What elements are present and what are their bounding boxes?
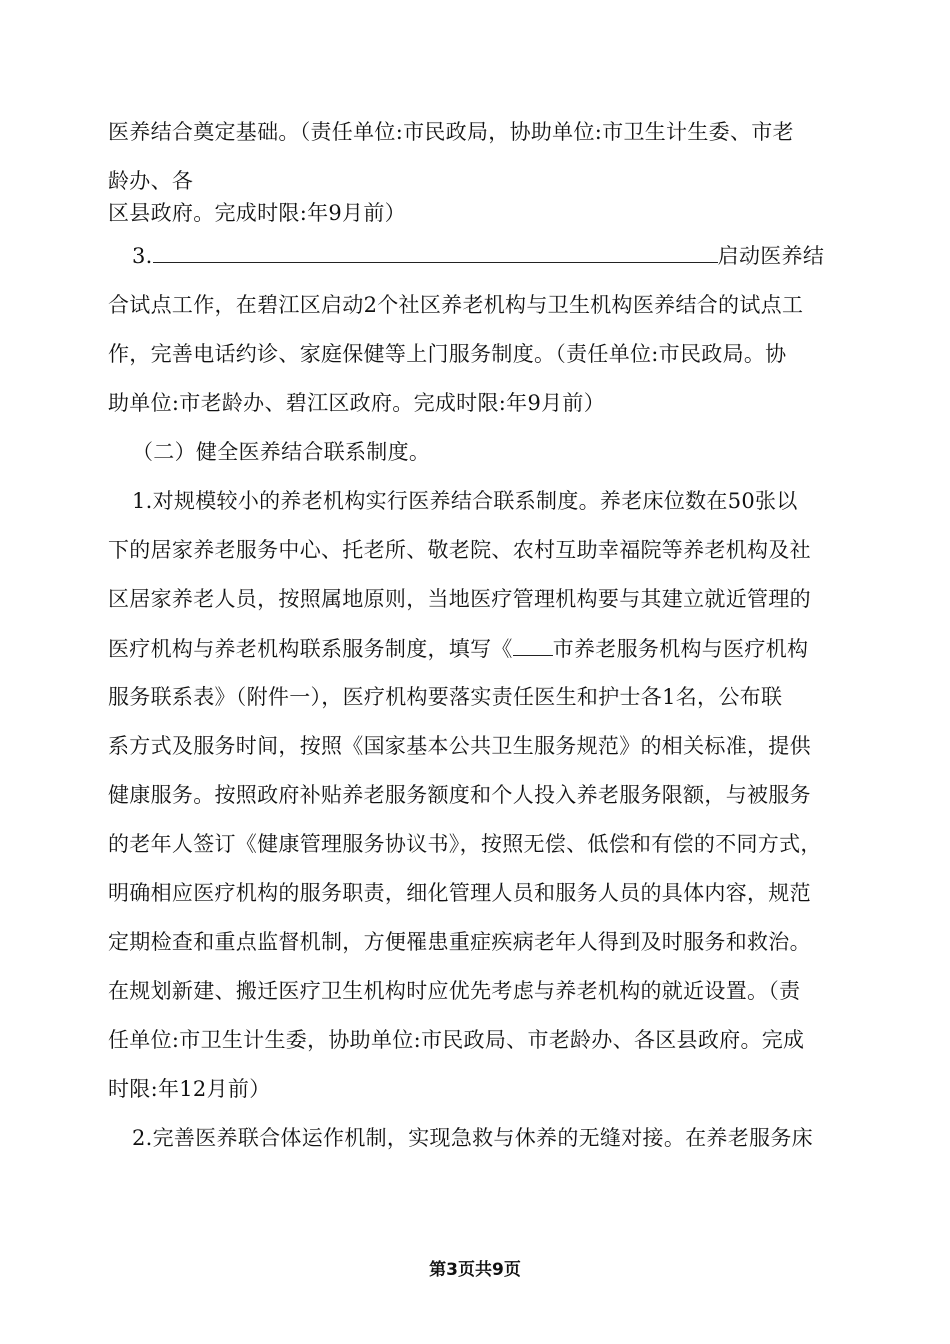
- text-line: 医养结合奠定基础。（责任单位:市民政局，协助单位:市卫生计生委、市老: [108, 120, 794, 144]
- text-line: 明确相应医疗机构的服务职责，细化管理人员和服务人员的具体内容，规范: [108, 881, 811, 905]
- fill-blank: [153, 240, 718, 263]
- section-heading: （二）健全医养结合联系制度。: [132, 440, 431, 464]
- text-line: 服务联系表》（附件一），医疗机构要落实责任医生和护士各1名，公布联: [108, 685, 783, 709]
- text-line: 区县政府。完成时限:年9月前）: [108, 201, 406, 225]
- text-line: 定期检查和重点监督机制，方便罹患重症疾病老年人得到及时服务和救治。: [108, 930, 811, 954]
- text-line: 合试点工作，在碧江区启动2个社区养老机构与卫生机构医养结合的试点工: [108, 293, 804, 317]
- item-number: 3.: [132, 244, 153, 268]
- text-line: 的老年人签订《健康管理服务协议书》，按照无偿、低偿和有偿的不同方式，: [108, 832, 822, 856]
- text-line: 2.完善医养联合体运作机制，实现急救与休养的无缝对接。在养老服务床: [132, 1126, 813, 1150]
- text-line: 区居家养老人员，按照属地原则，当地医疗管理机构要与其建立就近管理的: [108, 587, 811, 611]
- text-line: 系方式及服务时间，按照《国家基本公共卫生服务规范》的相关标准，提供: [108, 734, 811, 758]
- text-line: 龄办、各: [108, 169, 194, 193]
- page-number: 第3页共9页: [429, 1260, 521, 1280]
- inline-text: 医疗机构与养老机构联系服务制度，填写《: [108, 637, 513, 661]
- text-line: 健康服务。按照政府补贴养老服务额度和个人投入养老服务限额，与被服务: [108, 783, 811, 807]
- text-line: 下的居家养老服务中心、托老所、敬老院、农村互助幸福院等养老机构及社: [108, 538, 811, 562]
- text-line: 助单位:市老龄办、碧江区政府。完成时限:年9月前）: [108, 391, 606, 415]
- fill-blank: [513, 633, 553, 656]
- text-line: 任单位:市卫生计生委，协助单位:市民政局、市老龄办、各区县政府。完成: [108, 1028, 805, 1052]
- text-line: 1.对规模较小的养老机构实行医养结合联系制度。养老床位数在50张以: [132, 489, 798, 513]
- text-line: 作，完善电话约诊、家庭保健等上门服务制度。（责任单位:市民政局。协: [108, 342, 787, 366]
- text-line: 在规划新建、搬迁医疗卫生机构时应优先考虑与养老机构的就近设置。（责: [108, 979, 801, 1003]
- text-line: 时限:年12月前）: [108, 1077, 271, 1101]
- text-line: [132, 240, 858, 271]
- text-line: [108, 633, 858, 664]
- inline-text: 市养老服务机构与医疗机构: [552, 637, 809, 661]
- inline-text: 启动医养结: [717, 244, 825, 268]
